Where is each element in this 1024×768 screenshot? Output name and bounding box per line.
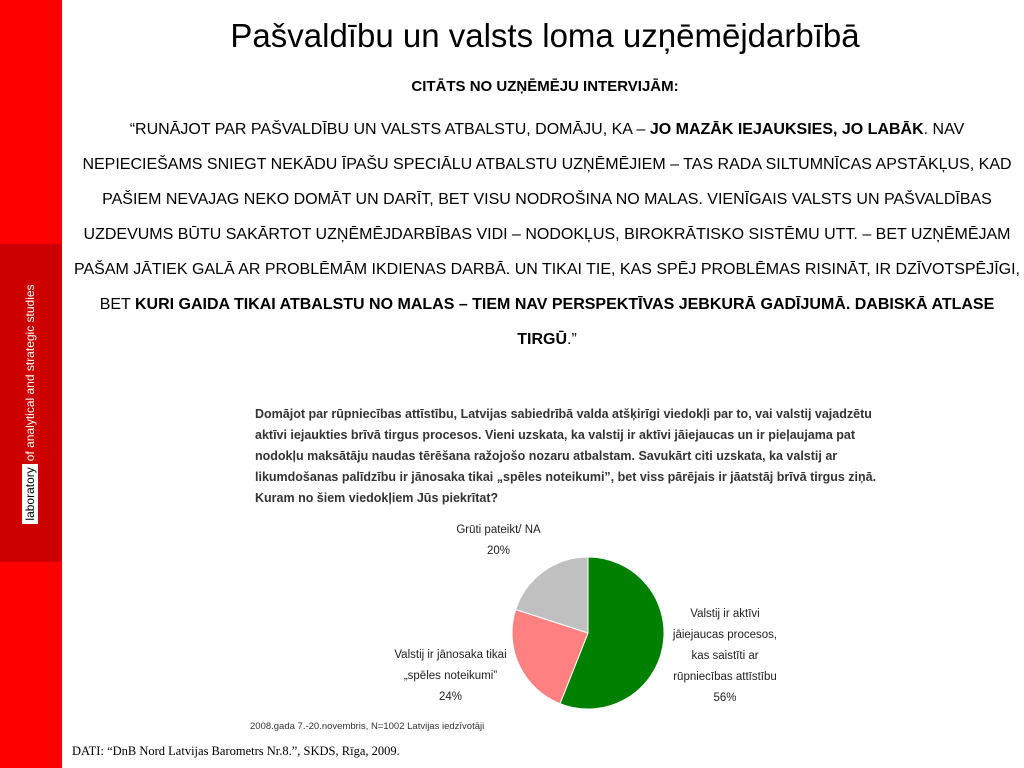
pie-value-label: 24% [438, 691, 463, 703]
quote-text-part2: . NAV NEPIECIEŠAMS SNIEGT NEKĀDU ĪPAŠU SPECIĀLU ATBALSTU UZŅĒMĒJIEM – TAS RADA SILTUMNĪCAS APSTĀKĻUS, KAD PAŠIEM NEVAJAG NEKO DOMĀT UN DARĪT, BET VISU NODROŠINA NO MALAS. VIENĪGAIS VALSTS UN PAŠVALDĪBAS UZDEVUMS BŪTU SAKĀRTOT UZŅĒMĒJDARBĪBAS VIDI – NODOKĻUS, BIROKRĀTISKO SISTĒMU UTT. – BET UZŅĒMĒJAM PAŠAM JĀTIEK GALĀ AR PROBLĒMĀM IKDIENAS DARBĀ. UN TIKAI TIE, KAS SPĒJ PROBLĒMAS RISINĀT, IR DZĪVOTSPĒJĪGI, BET [73, 121, 1020, 313]
quote-header: CITĀTS NO UZŅĒMĒJU INTERVIJĀM: [411, 78, 679, 95]
quote-close-mark: .” [567, 331, 577, 348]
quote-text-part1: RUNĀJOT PAR PAŠVALDĪBU UN VALSTS ATBALSTU, DOMĀJU, KA – [135, 121, 650, 138]
pie-label-line: kas saistīti ar [691, 650, 759, 662]
pie-label-na [436, 520, 561, 562]
pie-value-label: 20% [486, 545, 511, 557]
quote-body [68, 112, 1024, 357]
data-source: DATI: “DnB Nord Latvijas Barometrs Nr.8.”, SKDS, Rīga, 2009. [72, 744, 400, 758]
pie-label-active-intervention [670, 604, 780, 709]
sample-note: 2008.gada 7.-20.novembris, N=1002 Latvijas iedzīvotāji [250, 721, 485, 732]
pie-label-line: Grūti pateikt/ NA [456, 524, 541, 536]
pie-label-line: „spēles noteikumi” [403, 670, 498, 682]
sidebar [0, 0, 62, 768]
pie-value-label: 56% [713, 692, 737, 704]
quote-open-mark: “ [129, 121, 136, 138]
survey-question: Domājot par rūpniecības attīstību, Latvijas sabiedrībā valda atšķirīgi viedokļi par to, vai valstij vajadzētu aktīvi iejaukties brīvā tirgus procesos. Vieni uzskata, ka valstij ir aktīvi jāiejaucas un ir pieļaujama pat nodokļu maksātāju naudas tērēšana ražojošo nozaru atbalstam. Savukārt citi uzskata, ka valstij ar likumdošanas palīdzību ir jānosaka tikai „spēles noteikumi”, bet viss pārējais ir jāatstāj brīvā tirgus ziņā. Kuram no šiem viedokļiem Jūs piekrītat? [255, 407, 877, 505]
pie-label-line: Valstij ir aktīvi [690, 608, 760, 620]
pie-label-line: Valstij ir jānosaka tikai [394, 649, 507, 661]
quote-bold-part2: KURI GAIDA TIKAI ATBALSTU NO MALAS – TIEM NAV PERSPEKTĪVAS JEBKURĀ GADĪJUMĀ. DABISKĀ ATLASE TIRGŪ [134, 296, 995, 348]
brand-logo [20, 254, 40, 554]
pie-label-line: rūpniecības attīstību [673, 671, 777, 683]
pie-label-rules-only [388, 645, 513, 708]
pie-chart [510, 555, 666, 711]
quote-bold-part1: JO MAZĀK IEJAUKSIES, JO LABĀK [649, 121, 924, 138]
brand-logo-text: of analytical and strategic studies [23, 284, 37, 462]
pie-label-line: jāiejaucas procesos, [672, 629, 778, 641]
slide-title: Pašvaldību un valsts loma uzņēmējdarbībā [230, 17, 860, 54]
brand-logo-box: laboratory [22, 464, 38, 523]
